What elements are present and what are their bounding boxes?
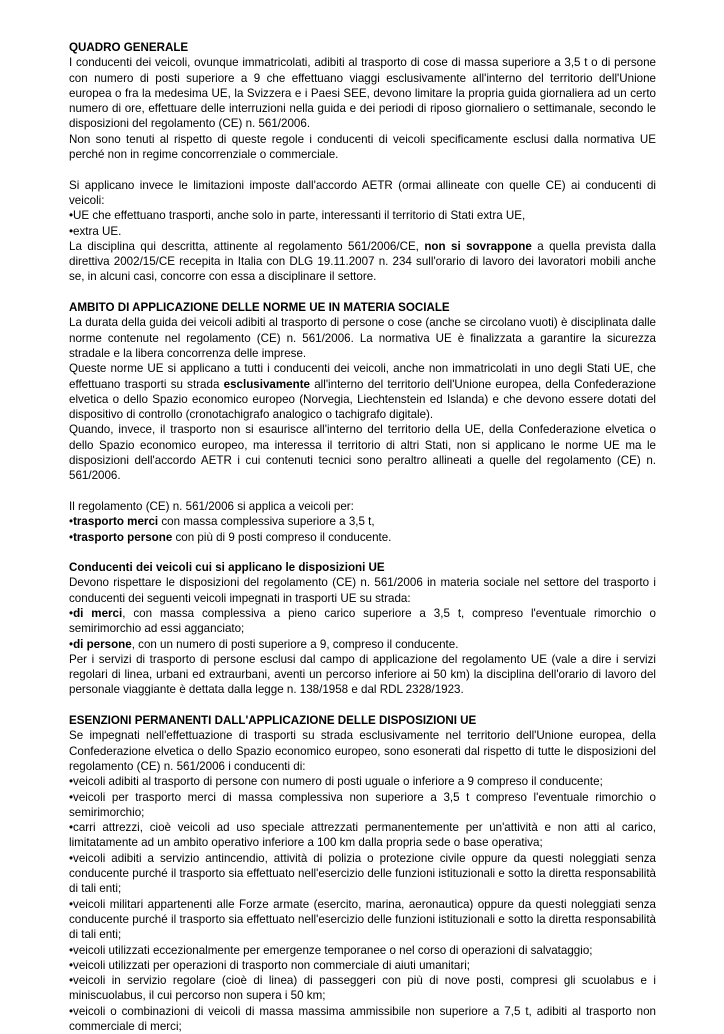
section-heading-quadro-generale: QUADRO GENERALE	[69, 41, 189, 54]
paragraph: Non sono tenuti al rispetto di queste regole i conducenti di veicoli specificamente esclusi dalla normativa UE perché non in regime concorrenziale o commerciale.	[69, 132, 656, 162]
bullet-item: •veicoli utilizzati eccezionalmente per emergenze temporanee o nel corso di operazioni di salvataggio;	[69, 943, 593, 957]
bullet-item: •veicoli utilizzati per operazioni di trasporto non commerciale di aiuti umanitari;	[69, 958, 471, 972]
paragraph: Se impegnati nell'effettuazione di trasporti su strada esclusivamente nel territorio dell'Unione europea, della Confederazione elvetica o dello Spazio economico europeo, sono esonerati dal rispetto di tutte le disposizioni del regolamento (CE) n. 561/2006 i conducenti di:	[69, 729, 656, 773]
bullet-item: •di merci, con massa complessiva a pieno carico superiore a 3,5 t, compreso l'eventuale rimorchio o semirimorchio ad essi agganciato;	[69, 606, 656, 636]
bullet-item: •extra UE.	[69, 224, 122, 238]
section-heading-esenzioni: ESENZIONI PERMANENTI DALL'APPLICAZIONE DELLE DISPOSIZIONI UE	[69, 714, 477, 728]
bullet-item: •veicoli in servizio regolare (cioè di linea) di passeggeri con più di nove posti, compresi gli scuolabus e i miniscuolabus, il cui percorso non supera i 50 km;	[69, 974, 656, 1003]
paragraph: Si applicano invece le limitazioni imposte dall'accordo AETR (ormai allineate con quelle CE) ai conducenti di veicoli:	[69, 178, 656, 207]
bold-text: trasporto merci	[73, 515, 159, 529]
bold-text: non si sovrappone	[424, 239, 532, 253]
document-page	[69, 40, 656, 1034]
bold-text: trasporto persone	[73, 530, 173, 544]
bullet-item: •trasporto persone con più di 9 posti compreso il conducente.	[69, 530, 392, 544]
bullet-item: •veicoli o combinazioni di veicoli di massa massima ammissibile non superiore a 7,5 t, adibiti al trasporto non commerciale di merci;	[69, 1004, 656, 1033]
bullet-item: •UE che effettuano trasporti, anche solo in parte, interessanti il territorio di Stati extra UE,	[69, 209, 526, 223]
paragraph: I conducenti dei veicoli, ovunque immatricolati, adibiti al trasporto di cose di massa superiore a 3,5 t o di persone con numero di posti superiore a 9 che effettuano viaggi esclusivamente all'interno del territorio dell'Unione europea o fra la medesima UE, la Svizzera e i Paesi SEE, devono limitare la propria guida giornaliera ad un certo numero di ore, effettuare delle interruzioni nella guida e dei periodi di riposo giornaliero o settimanale, secondo le disposizioni del regolamento (CE) n. 561/2006.	[69, 56, 656, 131]
bold-text: di merci	[73, 606, 123, 620]
bullet-item: •carri attrezzi, cioè veicoli ad uso speciale attrezzati permanentemente per un'attività e non atti al carico, limitatamente ad un ambito operativo inferiore a 100 km dalla propria sede o base operativa;	[69, 821, 656, 850]
bullet-item: •di persone, con un numero di posti superiore a 9, compreso il conducente.	[69, 637, 459, 651]
paragraph: Devono rispettare le disposizioni del regolamento (CE) n. 561/2006 in materia sociale nel settore del trasporto i conducenti dei seguenti veicoli impegnati in trasporti UE su strada:	[69, 576, 656, 605]
section-heading-conducenti: Conducenti dei veicoli cui si applicano le disposizioni UE	[69, 561, 385, 575]
paragraph: La durata della guida dei veicoli adibiti al trasporto di persone o cose (anche se circolano vuoti) è disciplinata dalle norme contenute nel regolamento (CE) n. 561/2006. La normativa UE è finalizzata a garantire la sicurezza stradale e la libera concorrenza delle imprese.	[69, 316, 656, 360]
bullet-item: •veicoli adibiti al trasporto di persone con numero di posti uguale o inferiore a 9 compreso il conducente;	[69, 775, 603, 789]
paragraph: Quando, invece, il trasporto non si esaurisce all'interno del territorio della UE, della Confederazione elvetica o dello Spazio economico europeo, ma interessa il territorio di altri Stati, non si applicano le norme UE ma le disposizioni dell'accordo AETR i cui contenuti tecnici sono peraltro allineati a quelle del regolamento (CE) n. 561/2006.	[69, 423, 656, 483]
bold-text: di persone	[73, 637, 132, 651]
bullet-item: •trasporto merci con massa complessiva superiore a 3,5 t,	[69, 515, 375, 529]
bullet-item: •veicoli militari appartenenti alle Forze armate (esercito, marina, aeronautica) oppure da questi noleggiati senza conducente purché il trasporto sia effettuato nell'esercizio delle funzioni istituzionali e sotto la diretta responsabilità di tali enti;	[69, 897, 656, 942]
paragraph: La disciplina qui descritta, attinente al regolamento 561/2006/CE, non si sovrappone a quella prevista dalla direttiva 2002/15/CE recepita in Italia con DLG 19.11.2007 n. 234 sull'orario di lavoro dei lavoratori mobili anche se, in alcuni casi, concorre con essa a disciplinare il settore.	[69, 239, 656, 284]
paragraph: Queste norme UE si applicano a tutti i conducenti dei veicoli, anche non immatricolati in uno degli Stati UE, che effettuano trasporti su strada esclusivamente all'interno del territorio dell'Unione europea, della Confederazione elvetica o dello Spazio economico europeo (Norvegia, Liechtenstein ed Islanda) e che devono essere dotati del dispositivo di controllo (cronotachigrafo analogico o tachigrafo digitale).	[69, 362, 656, 422]
bullet-item: •veicoli per trasporto merci di massa complessiva non superiore a 3,5 t compreso l'eventuale rimorchio o semirimorchio;	[69, 790, 656, 819]
bold-text: esclusivamente	[223, 377, 310, 391]
paragraph: Per i servizi di trasporto di persone esclusi dal campo di applicazione del regolamento UE (vale a dire i servizi regolari di linea, urbani ed extraurbani, aventi un percorso inferiore ai 50 km) la disciplina dell'orario di lavoro del personale viaggiante è dettata dalla legge n. 138/1958 e dal RDL 2328/1923.	[69, 652, 656, 697]
paragraph: Il regolamento (CE) n. 561/2006 si applica a veicoli per:	[69, 499, 354, 513]
section-heading-ambito: AMBITO DI APPLICAZIONE DELLE NORME UE IN MATERIA SOCIALE	[69, 301, 450, 315]
bullet-item: •veicoli adibiti a servizio antincendio, attività di polizia o protezione civile oppure da questi noleggiati senza conducente purché il trasporto sia effettuato nell'esercizio delle funzioni istituzionali e sotto la diretta responsabilità di tali enti;	[69, 851, 656, 896]
